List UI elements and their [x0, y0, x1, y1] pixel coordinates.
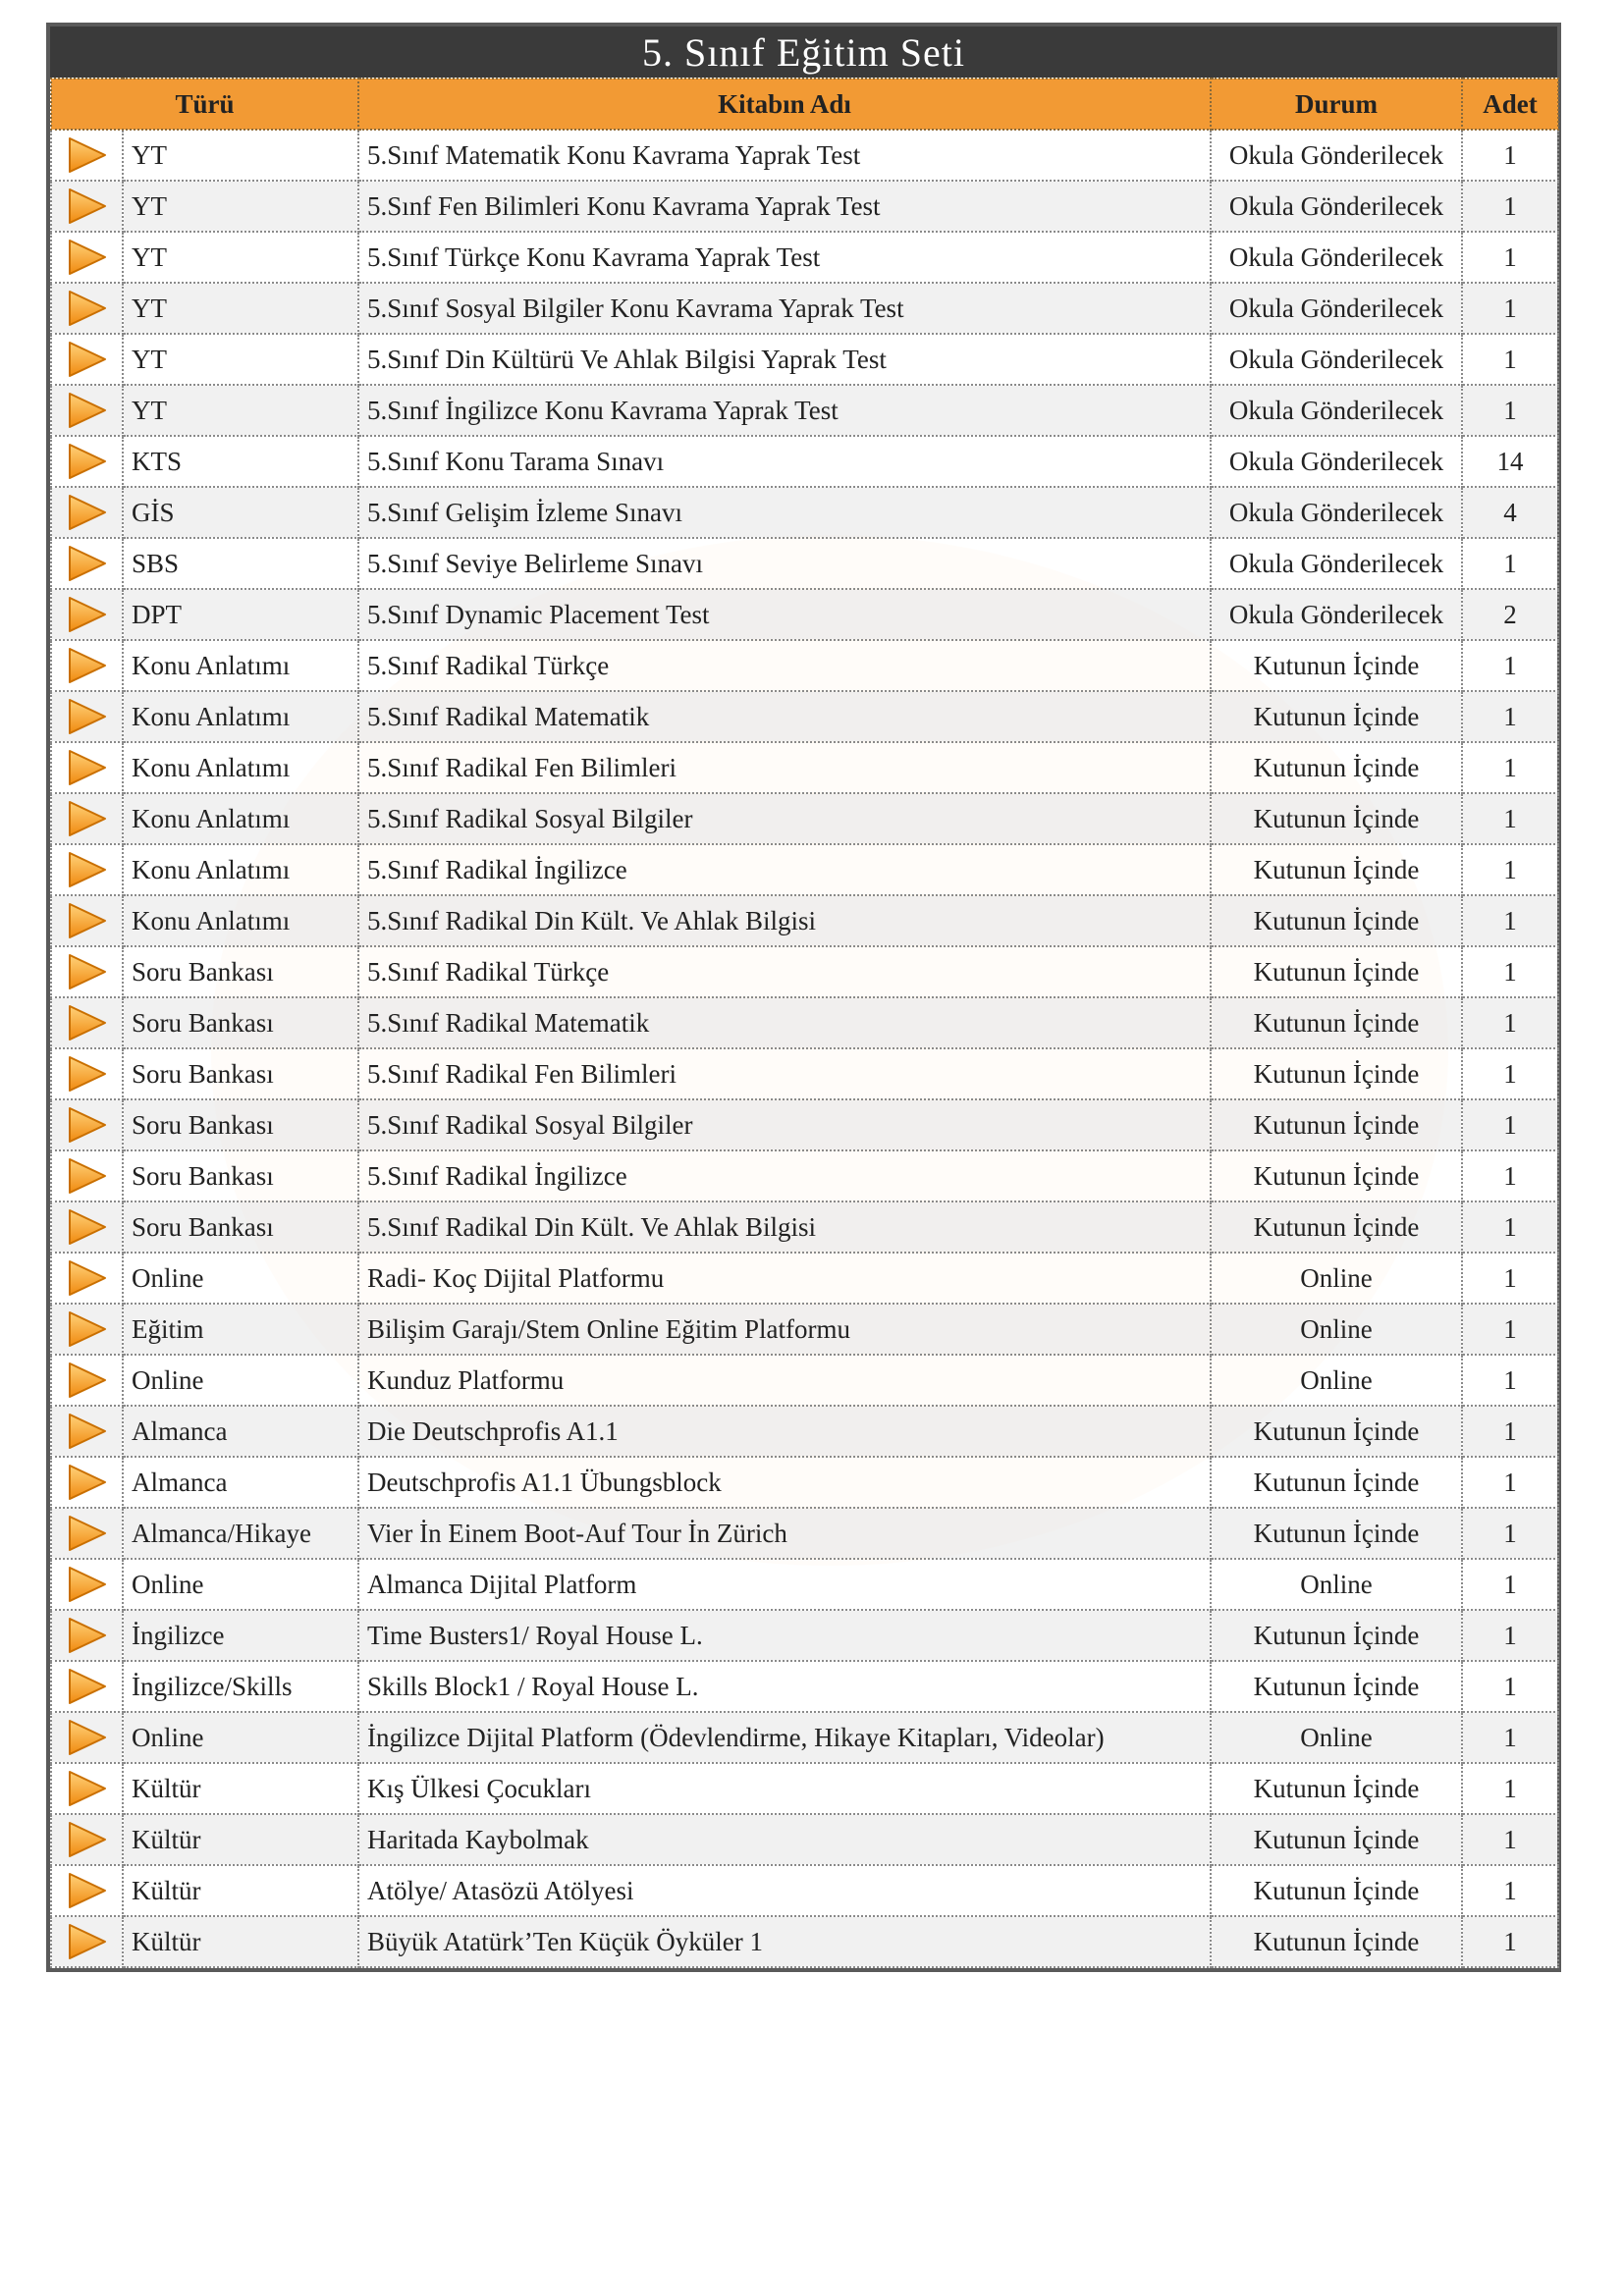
- cell-adet: 1: [1462, 793, 1558, 844]
- cell-durum: Kutunun İçinde: [1211, 1201, 1462, 1253]
- play-arrow-icon: [66, 1258, 109, 1298]
- table-row: [51, 589, 1558, 640]
- cell-turu: YT: [123, 232, 358, 283]
- cell-turu: Kültür: [123, 1865, 358, 1916]
- table-row: [51, 1916, 1558, 1967]
- row-icon-cell: [51, 1150, 123, 1201]
- table-row: [51, 742, 1558, 793]
- cell-turu: YT: [123, 181, 358, 232]
- header-kitap: Kitabın Adı: [358, 79, 1211, 130]
- cell-turu: Eğitim: [123, 1304, 358, 1355]
- cell-durum: Okula Gönderilecek: [1211, 589, 1462, 640]
- cell-kitap: 5.Sınıf Radikal İngilizce: [358, 1150, 1211, 1201]
- table-row: [51, 691, 1558, 742]
- play-arrow-icon: [66, 1718, 109, 1757]
- cell-turu: YT: [123, 385, 358, 436]
- table-row: [51, 436, 1558, 487]
- cell-adet: 14: [1462, 436, 1558, 487]
- cell-turu: Online: [123, 1559, 358, 1610]
- cell-turu: Soru Bankası: [123, 1048, 358, 1099]
- table-row: [51, 946, 1558, 997]
- cell-durum: Kutunun İçinde: [1211, 793, 1462, 844]
- cell-durum: Kutunun İçinde: [1211, 1150, 1462, 1201]
- book-list-table: [50, 78, 1559, 1968]
- row-icon-cell: [51, 283, 123, 334]
- play-arrow-icon: [66, 1463, 109, 1502]
- table-row: [51, 1406, 1558, 1457]
- play-arrow-icon: [66, 1207, 109, 1247]
- cell-kitap: 5.Sınıf Radikal Din Kült. Ve Ahlak Bilgisi: [358, 1201, 1211, 1253]
- cell-kitap: 5.Sınıf Radikal Din Kült. Ve Ahlak Bilgisi: [358, 895, 1211, 946]
- cell-turu: Konu Anlatımı: [123, 640, 358, 691]
- cell-durum: Okula Gönderilecek: [1211, 334, 1462, 385]
- cell-kitap: 5.Sınıf Matematik Konu Kavrama Yaprak Test: [358, 130, 1211, 181]
- table-row: [51, 1457, 1558, 1508]
- cell-turu: SBS: [123, 538, 358, 589]
- cell-turu: Almanca: [123, 1406, 358, 1457]
- cell-turu: KTS: [123, 436, 358, 487]
- cell-kitap: 5.Sınıf Seviye Belirleme Sınavı: [358, 538, 1211, 589]
- play-arrow-icon: [66, 187, 109, 226]
- cell-durum: Kutunun İçinde: [1211, 742, 1462, 793]
- cell-durum: Kutunun İçinde: [1211, 844, 1462, 895]
- row-icon-cell: [51, 1099, 123, 1150]
- row-icon-cell: [51, 1559, 123, 1610]
- cell-durum: Okula Gönderilecek: [1211, 487, 1462, 538]
- play-arrow-icon: [66, 697, 109, 736]
- row-icon-cell: [51, 1508, 123, 1559]
- play-arrow-icon: [66, 1514, 109, 1553]
- cell-turu: DPT: [123, 589, 358, 640]
- table-row: [51, 283, 1558, 334]
- table-row: [51, 1508, 1558, 1559]
- row-icon-cell: [51, 1406, 123, 1457]
- row-icon-cell: [51, 1201, 123, 1253]
- play-arrow-icon: [66, 1054, 109, 1094]
- play-arrow-icon: [66, 1105, 109, 1145]
- cell-kitap: 5.Sınıf Türkçe Konu Kavrama Yaprak Test: [358, 232, 1211, 283]
- cell-turu: YT: [123, 283, 358, 334]
- row-icon-cell: [51, 793, 123, 844]
- cell-turu: Soru Bankası: [123, 1150, 358, 1201]
- cell-durum: Okula Gönderilecek: [1211, 436, 1462, 487]
- table-row: [51, 1048, 1558, 1099]
- cell-durum: Kutunun İçinde: [1211, 1457, 1462, 1508]
- cell-adet: 1: [1462, 1304, 1558, 1355]
- table-row: [51, 130, 1558, 181]
- table-row: [51, 844, 1558, 895]
- cell-kitap: 5.Sınıf Konu Tarama Sınavı: [358, 436, 1211, 487]
- row-icon-cell: [51, 436, 123, 487]
- cell-adet: 1: [1462, 1559, 1558, 1610]
- play-arrow-icon: [66, 952, 109, 991]
- cell-turu: Online: [123, 1712, 358, 1763]
- play-arrow-icon: [66, 748, 109, 787]
- cell-durum: Online: [1211, 1559, 1462, 1610]
- cell-turu: İngilizce/Skills: [123, 1661, 358, 1712]
- cell-adet: 1: [1462, 895, 1558, 946]
- row-icon-cell: [51, 1712, 123, 1763]
- cell-kitap: 5.Sınıf Radikal Fen Bilimleri: [358, 1048, 1211, 1099]
- cell-turu: Soru Bankası: [123, 946, 358, 997]
- table-row: [51, 487, 1558, 538]
- cell-kitap: 5.Sınıf Radikal Matematik: [358, 691, 1211, 742]
- table-row: [51, 1865, 1558, 1916]
- cell-kitap: Die Deutschprofis A1.1: [358, 1406, 1211, 1457]
- cell-kitap: Kış Ülkesi Çocukları: [358, 1763, 1211, 1814]
- cell-adet: 1: [1462, 640, 1558, 691]
- cell-kitap: 5.Sınıf Radikal İngilizce: [358, 844, 1211, 895]
- cell-adet: 1: [1462, 181, 1558, 232]
- table-row: [51, 1253, 1558, 1304]
- play-arrow-icon: [66, 340, 109, 379]
- cell-kitap: Vier İn Einem Boot-Auf Tour İn Zürich: [358, 1508, 1211, 1559]
- play-arrow-icon: [66, 135, 109, 175]
- page-title: 5. Sınıf Eğitim Seti: [50, 27, 1557, 78]
- play-arrow-icon: [66, 850, 109, 889]
- cell-kitap: Deutschprofis A1.1 Übungsblock: [358, 1457, 1211, 1508]
- cell-adet: 1: [1462, 385, 1558, 436]
- row-icon-cell: [51, 1661, 123, 1712]
- row-icon-cell: [51, 742, 123, 793]
- play-arrow-icon: [66, 391, 109, 430]
- row-icon-cell: [51, 1253, 123, 1304]
- cell-kitap: Radi- Koç Dijital Platformu: [358, 1253, 1211, 1304]
- cell-durum: Kutunun İçinde: [1211, 1763, 1462, 1814]
- cell-durum: Kutunun İçinde: [1211, 1814, 1462, 1865]
- cell-durum: Kutunun İçinde: [1211, 895, 1462, 946]
- cell-turu: Soru Bankası: [123, 997, 358, 1048]
- cell-kitap: 5.Sınıf Din Kültürü Ve Ahlak Bilgisi Yaprak Test: [358, 334, 1211, 385]
- row-icon-cell: [51, 640, 123, 691]
- play-arrow-icon: [66, 1616, 109, 1655]
- table-row: [51, 1355, 1558, 1406]
- row-icon-cell: [51, 691, 123, 742]
- play-arrow-icon: [66, 442, 109, 481]
- cell-durum: Online: [1211, 1253, 1462, 1304]
- cell-durum: Okula Gönderilecek: [1211, 130, 1462, 181]
- cell-adet: 1: [1462, 1457, 1558, 1508]
- cell-durum: Kutunun İçinde: [1211, 1048, 1462, 1099]
- cell-adet: 1: [1462, 844, 1558, 895]
- cell-adet: 1: [1462, 283, 1558, 334]
- cell-turu: Online: [123, 1253, 358, 1304]
- cell-kitap: 5.Sınıf Radikal Türkçe: [358, 946, 1211, 997]
- cell-turu: Kültür: [123, 1814, 358, 1865]
- row-icon-cell: [51, 997, 123, 1048]
- cell-kitap: Atölye/ Atasözü Atölyesi: [358, 1865, 1211, 1916]
- play-arrow-icon: [66, 238, 109, 277]
- cell-kitap: İngilizce Dijital Platform (Ödevlendirme, Hikaye Kitapları, Videolar): [358, 1712, 1211, 1763]
- row-icon-cell: [51, 538, 123, 589]
- row-icon-cell: [51, 385, 123, 436]
- play-arrow-icon: [66, 1565, 109, 1604]
- cell-durum: Okula Gönderilecek: [1211, 283, 1462, 334]
- table-row: [51, 1559, 1558, 1610]
- cell-turu: Konu Anlatımı: [123, 895, 358, 946]
- cell-kitap: 5.Sınıf Sosyal Bilgiler Konu Kavrama Yaprak Test: [358, 283, 1211, 334]
- row-icon-cell: [51, 1814, 123, 1865]
- cell-adet: 1: [1462, 1508, 1558, 1559]
- cell-durum: Kutunun İçinde: [1211, 946, 1462, 997]
- cell-adet: 1: [1462, 997, 1558, 1048]
- table-row: [51, 232, 1558, 283]
- cell-turu: Konu Anlatımı: [123, 691, 358, 742]
- play-arrow-icon: [66, 544, 109, 583]
- cell-durum: Kutunun İçinde: [1211, 691, 1462, 742]
- cell-turu: Kültür: [123, 1763, 358, 1814]
- table-row: [51, 1201, 1558, 1253]
- cell-kitap: 5.Sınıf Dynamic Placement Test: [358, 589, 1211, 640]
- cell-durum: Kutunun İçinde: [1211, 1865, 1462, 1916]
- cell-durum: Okula Gönderilecek: [1211, 385, 1462, 436]
- cell-turu: Online: [123, 1355, 358, 1406]
- cell-kitap: Kunduz Platformu: [358, 1355, 1211, 1406]
- cell-turu: Konu Anlatımı: [123, 742, 358, 793]
- cell-adet: 1: [1462, 232, 1558, 283]
- cell-adet: 1: [1462, 1610, 1558, 1661]
- cell-kitap: 5.Sınf Fen Bilimleri Konu Kavrama Yaprak Test: [358, 181, 1211, 232]
- row-icon-cell: [51, 334, 123, 385]
- play-arrow-icon: [66, 1769, 109, 1808]
- header-durum: Durum: [1211, 79, 1462, 130]
- row-icon-cell: [51, 844, 123, 895]
- cell-adet: 1: [1462, 1099, 1558, 1150]
- cell-turu: Soru Bankası: [123, 1099, 358, 1150]
- cell-durum: Kutunun İçinde: [1211, 1508, 1462, 1559]
- table-row: [51, 640, 1558, 691]
- cell-kitap: Haritada Kaybolmak: [358, 1814, 1211, 1865]
- play-arrow-icon: [66, 1361, 109, 1400]
- play-arrow-icon: [66, 1156, 109, 1196]
- table-row: [51, 895, 1558, 946]
- play-arrow-icon: [66, 1003, 109, 1042]
- education-set-table-sheet: [46, 23, 1561, 1972]
- cell-durum: Okula Gönderilecek: [1211, 232, 1462, 283]
- cell-kitap: 5.Sınıf Radikal Fen Bilimleri: [358, 742, 1211, 793]
- cell-durum: Online: [1211, 1712, 1462, 1763]
- row-icon-cell: [51, 1610, 123, 1661]
- play-arrow-icon: [66, 1820, 109, 1859]
- cell-durum: Kutunun İçinde: [1211, 997, 1462, 1048]
- row-icon-cell: [51, 487, 123, 538]
- cell-adet: 1: [1462, 742, 1558, 793]
- cell-adet: 4: [1462, 487, 1558, 538]
- table-row: [51, 1610, 1558, 1661]
- table-row: [51, 997, 1558, 1048]
- play-arrow-icon: [66, 1412, 109, 1451]
- cell-kitap: 5.Sınıf İngilizce Konu Kavrama Yaprak Test: [358, 385, 1211, 436]
- cell-adet: 1: [1462, 1253, 1558, 1304]
- cell-durum: Kutunun İçinde: [1211, 1661, 1462, 1712]
- cell-adet: 1: [1462, 691, 1558, 742]
- row-icon-cell: [51, 1457, 123, 1508]
- cell-kitap: 5.Sınıf Radikal Sosyal Bilgiler: [358, 793, 1211, 844]
- play-arrow-icon: [66, 289, 109, 328]
- cell-adet: 1: [1462, 1048, 1558, 1099]
- row-icon-cell: [51, 181, 123, 232]
- table-header-row: [51, 79, 1558, 130]
- cell-adet: 1: [1462, 1814, 1558, 1865]
- cell-turu: YT: [123, 334, 358, 385]
- row-icon-cell: [51, 232, 123, 283]
- cell-kitap: Büyük Atatürk’Ten Küçük Öyküler 1: [358, 1916, 1211, 1967]
- cell-adet: 1: [1462, 1661, 1558, 1712]
- table-row: [51, 1150, 1558, 1201]
- cell-adet: 1: [1462, 1150, 1558, 1201]
- table-row: [51, 1099, 1558, 1150]
- row-icon-cell: [51, 1304, 123, 1355]
- cell-adet: 1: [1462, 130, 1558, 181]
- row-icon-cell: [51, 946, 123, 997]
- play-arrow-icon: [66, 799, 109, 838]
- cell-adet: 2: [1462, 589, 1558, 640]
- row-icon-cell: [51, 1048, 123, 1099]
- row-icon-cell: [51, 1916, 123, 1967]
- table-row: [51, 334, 1558, 385]
- cell-durum: Online: [1211, 1355, 1462, 1406]
- cell-adet: 1: [1462, 538, 1558, 589]
- play-arrow-icon: [66, 595, 109, 634]
- cell-kitap: Time Busters1/ Royal House L.: [358, 1610, 1211, 1661]
- row-icon-cell: [51, 1355, 123, 1406]
- cell-adet: 1: [1462, 1406, 1558, 1457]
- play-arrow-icon: [66, 1922, 109, 1961]
- play-arrow-icon: [66, 493, 109, 532]
- table-row: [51, 1763, 1558, 1814]
- cell-turu: İngilizce: [123, 1610, 358, 1661]
- cell-adet: 1: [1462, 1712, 1558, 1763]
- table-row: [51, 1304, 1558, 1355]
- table-row: [51, 1814, 1558, 1865]
- cell-kitap: Skills Block1 / Royal House L.: [358, 1661, 1211, 1712]
- cell-durum: Kutunun İçinde: [1211, 1406, 1462, 1457]
- cell-kitap: 5.Sınıf Radikal Sosyal Bilgiler: [358, 1099, 1211, 1150]
- table-row: [51, 181, 1558, 232]
- row-icon-cell: [51, 130, 123, 181]
- row-icon-cell: [51, 1865, 123, 1916]
- play-arrow-icon: [66, 1871, 109, 1910]
- header-turu: Türü: [51, 79, 358, 130]
- cell-adet: 1: [1462, 1865, 1558, 1916]
- cell-durum: Okula Gönderilecek: [1211, 181, 1462, 232]
- cell-kitap: Almanca Dijital Platform: [358, 1559, 1211, 1610]
- cell-adet: 1: [1462, 1355, 1558, 1406]
- cell-adet: 1: [1462, 1763, 1558, 1814]
- cell-kitap: 5.Sınıf Radikal Matematik: [358, 997, 1211, 1048]
- cell-turu: Konu Anlatımı: [123, 793, 358, 844]
- cell-kitap: Bilişim Garajı/Stem Online Eğitim Platformu: [358, 1304, 1211, 1355]
- table-row: [51, 1712, 1558, 1763]
- cell-turu: YT: [123, 130, 358, 181]
- cell-turu: GİS: [123, 487, 358, 538]
- cell-adet: 1: [1462, 1916, 1558, 1967]
- cell-turu: Konu Anlatımı: [123, 844, 358, 895]
- table-row: [51, 538, 1558, 589]
- cell-kitap: 5.Sınıf Radikal Türkçe: [358, 640, 1211, 691]
- cell-turu: Almanca/Hikaye: [123, 1508, 358, 1559]
- cell-turu: Almanca: [123, 1457, 358, 1508]
- play-arrow-icon: [66, 1667, 109, 1706]
- cell-adet: 1: [1462, 946, 1558, 997]
- table-row: [51, 385, 1558, 436]
- cell-durum: Online: [1211, 1304, 1462, 1355]
- play-arrow-icon: [66, 901, 109, 940]
- cell-adet: 1: [1462, 334, 1558, 385]
- table-row: [51, 793, 1558, 844]
- cell-turu: Soru Bankası: [123, 1201, 358, 1253]
- cell-adet: 1: [1462, 1201, 1558, 1253]
- cell-durum: Kutunun İçinde: [1211, 1099, 1462, 1150]
- cell-turu: Kültür: [123, 1916, 358, 1967]
- cell-durum: Kutunun İçinde: [1211, 1610, 1462, 1661]
- cell-kitap: 5.Sınıf Gelişim İzleme Sınavı: [358, 487, 1211, 538]
- cell-durum: Okula Gönderilecek: [1211, 538, 1462, 589]
- row-icon-cell: [51, 1763, 123, 1814]
- table-row: [51, 1661, 1558, 1712]
- play-arrow-icon: [66, 646, 109, 685]
- cell-durum: Kutunun İçinde: [1211, 1916, 1462, 1967]
- row-icon-cell: [51, 589, 123, 640]
- cell-durum: Kutunun İçinde: [1211, 640, 1462, 691]
- header-adet: Adet: [1462, 79, 1558, 130]
- play-arrow-icon: [66, 1309, 109, 1349]
- row-icon-cell: [51, 895, 123, 946]
